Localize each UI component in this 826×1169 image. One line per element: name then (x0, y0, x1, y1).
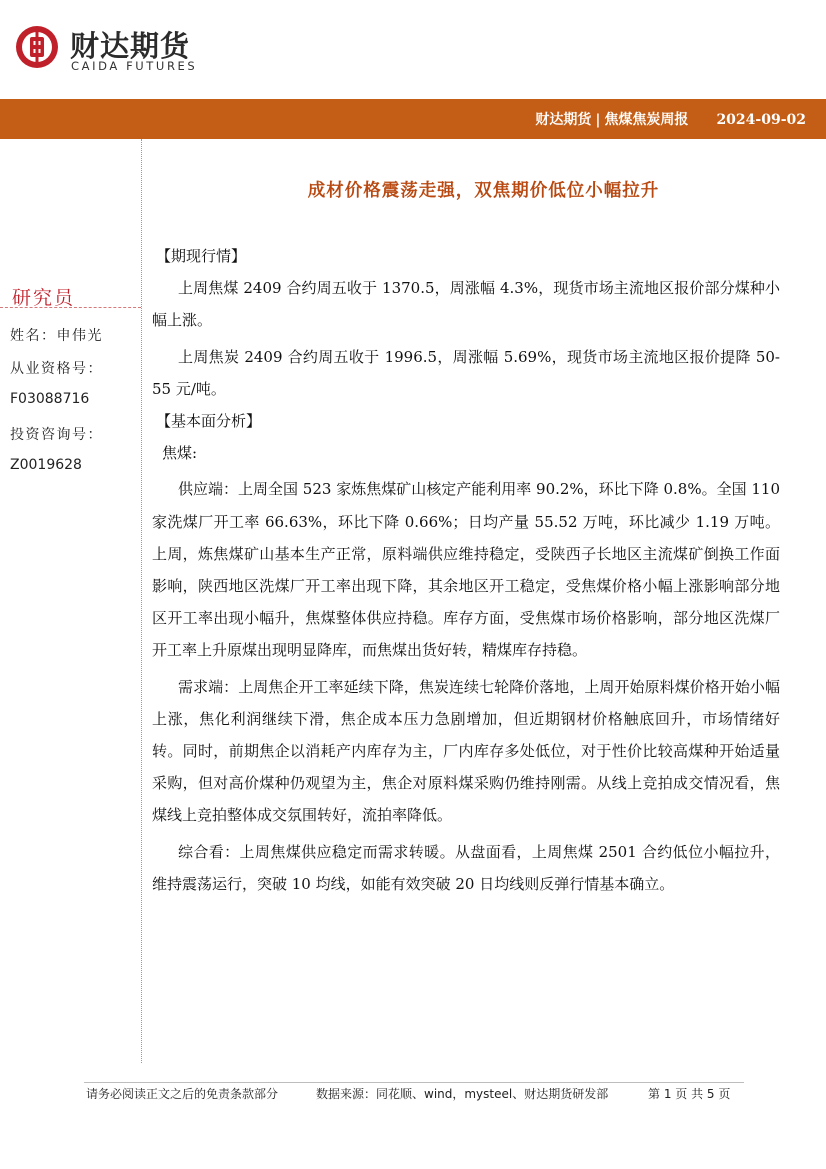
section-heading-fundamentals: 【基本面分析】 (156, 412, 262, 431)
analyst-name: 姓名：申伟光 (10, 328, 103, 344)
banner-text (535, 109, 806, 129)
brand-name-cn: 财达期货 (70, 29, 191, 63)
report-body (152, 240, 780, 900)
paragraph-supply: 供应端：上周全国 523 家炼焦煤矿山核定产能利用率 90.2%，环比下降 0.8%。全国 110 家洗煤厂开工率 66.63%，环比下降 0.66%；日均产量 55.52 万吨，环比减少 1.19 万吨。上周，炼焦煤矿山基本生产正常，原料端供应维持稳定，受陕西子长地区主流煤矿倒换工作面影响，陕西地区洗煤厂开工率出现下降，其余地区开工稳定，受焦煤价格小幅上涨影响部分地区开工率出现小幅升，焦煤整体供应持稳。库存方面，受焦煤市场价格影响，部分地区洗煤厂开工率上升原煤出现明显降库，而焦煤出货好转，精煤库存持稳。 (152, 480, 780, 660)
caida-logo-icon (14, 24, 60, 70)
banner-date: 2024-09-02 (716, 112, 806, 128)
report-title: 成材价格震荡走强，双焦期价低位小幅拉升 (307, 181, 660, 201)
analyst-section-title: 研究员 (12, 287, 76, 309)
banner-company: 财达期货 (535, 112, 592, 128)
banner-report-name: 焦煤焦炭周报 (604, 112, 689, 128)
paragraph-coke-futures: 上周焦炭 2409 合约周五收于 1996.5，周涨幅 5.69%，现货市场主流地区报价提降 50-55 元/吨。 (152, 347, 780, 398)
paragraph-demand: 需求端：上周焦企开工率延续下降，焦炭连续七轮降价落地，上周开始原料煤价格开始小幅上涨，焦化利润继续下滑，焦企成本压力急剧增加，但近期钢材价格触底回升，市场情绪好转。同时，前期焦企以消耗产内库存为主，厂内库存多处低位，对于性价比较高煤种开始适量采购，但对高价煤种仍观望为主，焦企对原料煤采购仍维持刚需。从线上竞拍成交情况看，焦煤线上竞拍整体成交氛围转好，流拍率降低。 (152, 677, 780, 825)
banner-separator: | (595, 112, 601, 128)
footer-rule (84, 1082, 744, 1083)
brand-name-en: CAIDA FUTURES (71, 59, 198, 73)
consult-number: Z0019628 (10, 457, 82, 473)
analyst-title-rule (0, 307, 141, 308)
sidebar-divider (141, 139, 142, 1063)
footer-page-number: 第 1 页 共 5 页 (648, 1087, 731, 1101)
qualification-label: 从业资格号： (10, 361, 103, 377)
company-logo (14, 22, 214, 74)
footer-disclaimer: 请务必阅读正文之后的免责条款部分 (86, 1087, 279, 1101)
consult-label: 投资咨询号： (10, 427, 103, 443)
footer-data-source: 数据来源：同花顺、wind，mysteel、财达期货研发部 (316, 1087, 609, 1101)
qualification-number: F03088716 (10, 391, 90, 407)
subheading-coking-coal: 焦煤: (162, 444, 198, 463)
section-heading-market: 【期现行情】 (156, 247, 247, 265)
paragraph-summary: 综合看：上周焦煤供应稳定而需求转暖。从盘面看，上周焦煤 2501 合约低位小幅拉升，维持震荡运行，突破 10 均线，如能有效突破 20 日均线则反弹行情基本确立。 (152, 842, 780, 893)
paragraph-coking-coal-futures: 上周焦煤 2409 合约周五收于 1370.5，周涨幅 4.3%，现货市场主流地区报价部分煤种小幅上涨。 (152, 279, 780, 330)
header-banner (0, 99, 826, 139)
